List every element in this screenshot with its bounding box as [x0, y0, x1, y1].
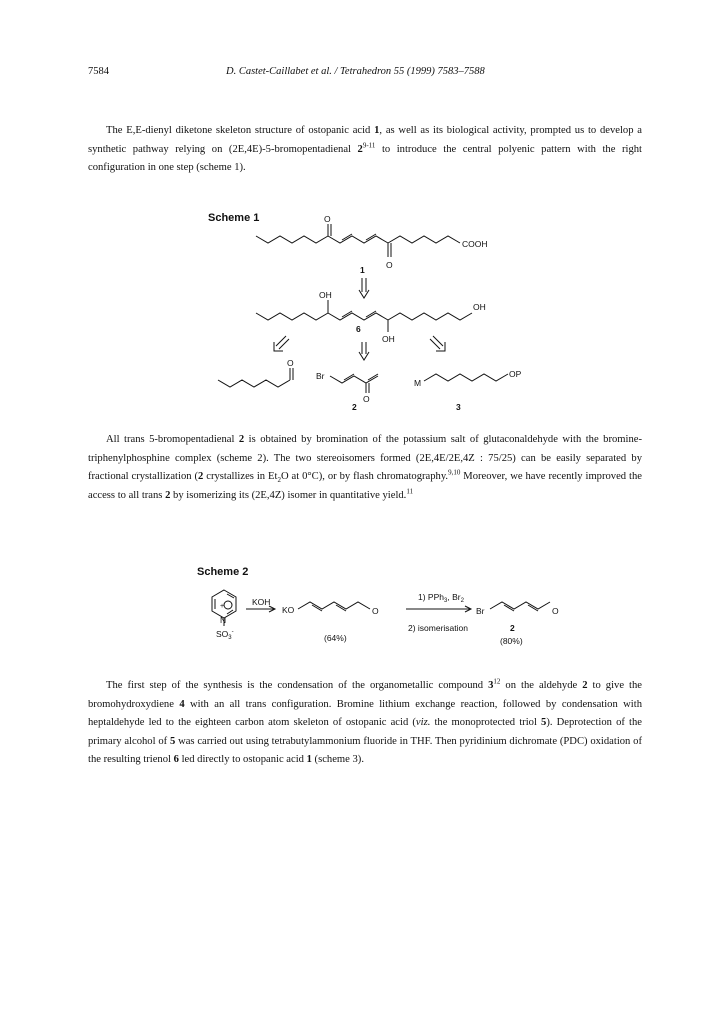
text: (scheme 3).	[311, 754, 364, 766]
compound-ref: 1	[374, 125, 380, 136]
s2-n: N	[220, 615, 227, 625]
s1-num3: 3	[456, 402, 461, 412]
citation: 11	[406, 487, 414, 496]
text: led directly to ostopanic acid	[178, 754, 307, 766]
s2-ko: KO	[282, 605, 295, 615]
s2-br: Br	[476, 606, 485, 616]
text: to introduce the central polyenic pattern with the right configuration in one step (scheme 1).	[88, 143, 642, 174]
text: viz.	[415, 717, 431, 729]
citation: 9-11	[362, 141, 376, 150]
compound-ref: 5	[541, 717, 547, 729]
text: , as well as its biological activity, prompted us to develop a synthetic pathway relying on (2E,4E)-5-bromopentadienal	[88, 125, 642, 155]
s1-cooh: COOH	[462, 239, 488, 249]
s2-koh: KOH	[252, 597, 271, 607]
s2-num2: 2	[510, 623, 515, 633]
compound-ref: 5	[169, 735, 176, 747]
text: Moreover, we have recently improved the access to all trans	[88, 471, 642, 501]
text: by isomerizing its (2E,4Z) isomer in quantitative yield.	[170, 489, 407, 501]
glutaconaldehyde-salt	[298, 602, 370, 609]
s1-oh-right: OH	[473, 302, 486, 312]
compound-ref: 4	[179, 698, 185, 710]
text: with an all trans configuration. Bromine lithium exchange reaction, followed by condensation with heptaldehyde led to the eighteen carbon atom skeleton of ostopanic acid (	[88, 698, 642, 729]
text: The E,E-dienyl diketone skeleton structure of ostopanic acid	[106, 125, 375, 136]
scheme1-title: Scheme 1	[208, 212, 260, 224]
s1-o-mid: O	[363, 394, 370, 404]
text: ). Deprotection of the primary alcohol of	[88, 717, 643, 747]
s1-m: M	[414, 378, 422, 388]
scheme2-title: Scheme 2	[197, 566, 249, 578]
compound-ref: 2	[582, 680, 588, 691]
text: to give the bromohydroxydiene	[88, 680, 642, 710]
text: The first step of the synthesis is the condensation of the organometallic compound	[106, 680, 489, 691]
compound-ref: 2	[198, 471, 204, 483]
s2-so3: $SO_3^-$	[216, 629, 234, 641]
s1-o-top: O	[324, 214, 331, 224]
compound-ref: 6	[173, 754, 179, 766]
s1-op: OP	[509, 369, 522, 379]
s2-yield1: (64%)	[324, 633, 347, 643]
compound-ref: 1	[306, 754, 312, 766]
compound-ref: 2	[357, 143, 363, 155]
paragraph-synthesis	[88, 677, 642, 770]
citation: 12	[493, 677, 501, 686]
s2-step1: 1) PPh$_3$, $Br_2$	[418, 592, 464, 604]
text: was carried out using tetrabutylammonium fluoride in THF. Then pyridinium dichromate (PDC) oxidation of the resulting trienol	[88, 735, 642, 766]
product-bromopentadienal	[490, 602, 550, 609]
text: is obtained by bromination of the potassium salt of glutaconaldehyde with the bromine-triphenylphosphine complex (scheme 2). The two stereoisomers formed (2E,4E/2E,4Z : 75/25) can be easily separated by fractional crystallization (	[88, 434, 642, 483]
s2-yield2: (80%)	[500, 636, 523, 646]
text: All trans 5-bromopentadienal	[106, 434, 239, 445]
text: O at 0°C), or by flash chromatography.	[280, 471, 449, 483]
page-number: 7584	[88, 66, 109, 77]
s1-br: Br	[316, 371, 325, 381]
s1-num6: 6	[356, 324, 361, 334]
subscript: 2	[277, 476, 281, 485]
text: crystallizes in Et	[203, 471, 278, 483]
s1-o-left: O	[287, 358, 294, 368]
s2-o1: O	[372, 606, 379, 616]
s1-num2: 2	[352, 402, 357, 412]
s2-step2: 2) isomerisation	[408, 623, 468, 633]
s2-plus: +	[220, 603, 225, 610]
text: the monoprotected triol	[430, 717, 542, 729]
text: on the aldehyde	[500, 680, 583, 691]
s1-oh-upper: OH	[319, 290, 332, 300]
s1-o-bottom: O	[386, 260, 393, 270]
s2-o2: O	[552, 606, 559, 616]
s1-num1: 1	[360, 265, 365, 275]
citation: 9,10	[448, 468, 461, 477]
compound-ref: 3	[488, 680, 494, 691]
compound-ref: 2	[165, 489, 171, 501]
compound-ref: 2	[238, 434, 245, 445]
s1-oh-lower: OH	[382, 334, 395, 344]
journal-citation: D. Castet-Caillabet et al. / Tetrahedron 55 (1999) 7583–7588	[226, 66, 485, 77]
